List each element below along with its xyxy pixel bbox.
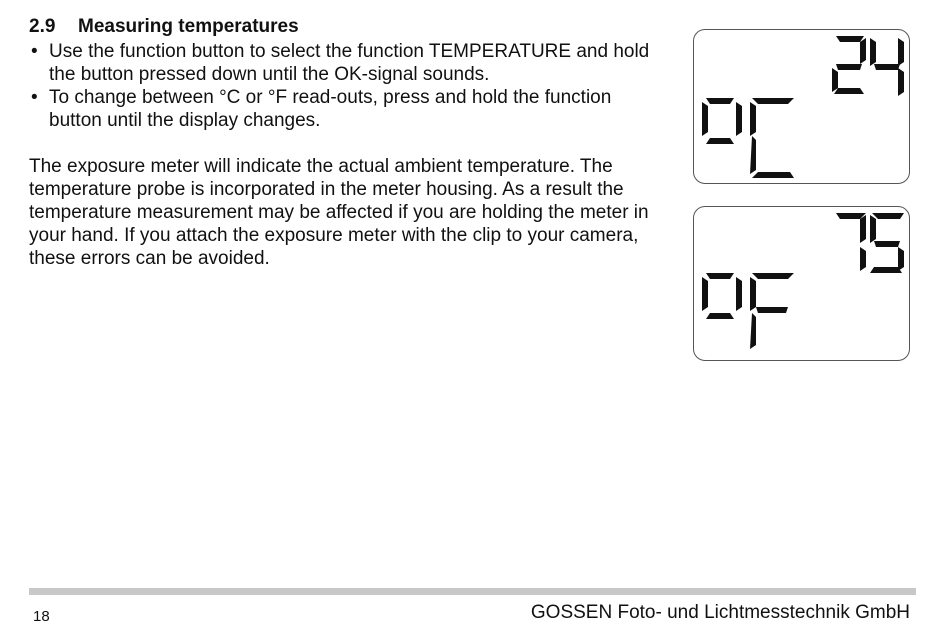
body-paragraph: The exposure meter will indicate the actual ambient temperature. The temperature probe is incorporated in the meter housing. As a result the temperature measurement may be affected if you are holding the meter in your hand. If you attach the exposure meter with the clip to your camera, these errors can be avoided. (29, 156, 649, 269)
unit-letter-f (750, 273, 794, 349)
section-number: 2.9 (29, 16, 56, 37)
section-title: Measuring temperatures (78, 16, 299, 37)
digit-2 (832, 36, 866, 94)
bullet-icon: • (31, 41, 38, 62)
degree-symbol (702, 273, 742, 319)
degree-symbol (702, 98, 742, 144)
section-heading (29, 15, 299, 39)
lcd-fahrenheit-graphic (694, 207, 909, 360)
list-item (29, 86, 659, 132)
lcd-celsius-graphic (694, 30, 909, 183)
list-item-text: Use the function button to select the function TEMPERATURE and hold the button pressed down until the OK-signal sounds. (49, 41, 650, 85)
list-item-text: To change between °C or °F read-outs, press and hold the function button until the display changes. (49, 87, 612, 131)
lcd-display-fahrenheit (693, 206, 910, 361)
bullet-icon: • (31, 87, 38, 108)
instruction-list (29, 40, 659, 132)
footer-divider (29, 588, 916, 595)
digit-5 (870, 213, 904, 273)
lcd-display-celsius (693, 29, 910, 184)
digit-4 (870, 38, 904, 96)
list-item (29, 40, 659, 86)
page-number: 18 (33, 608, 50, 625)
unit-letter-c (750, 98, 794, 178)
digit-7 (836, 213, 866, 271)
company-name: GOSSEN Foto- und Lichtmesstechnik GmbH (530, 602, 910, 623)
